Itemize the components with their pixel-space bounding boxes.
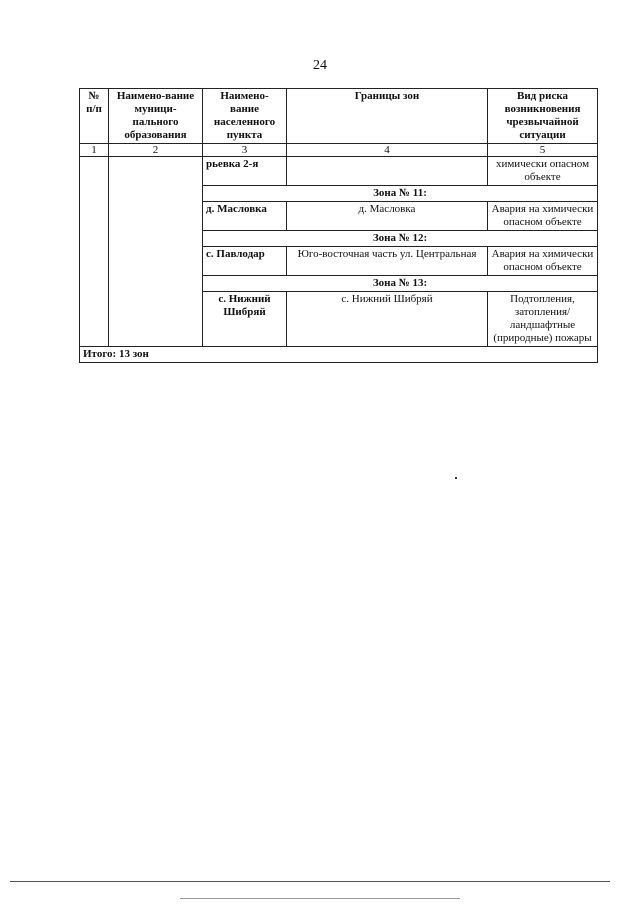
boundary-cell: Юго-восточная часть ул. Центральная xyxy=(287,247,488,276)
column-number: 4 xyxy=(287,144,488,157)
boundary-cell: д. Масловка xyxy=(287,202,488,231)
table-row xyxy=(80,157,598,186)
risk-cell: химически опасном объекте xyxy=(488,157,598,186)
settlement-cell: с. Павлодар xyxy=(203,247,287,276)
settlement-cell: с. Нижний Шибряй xyxy=(203,292,287,347)
footer-divider-faint xyxy=(180,898,460,899)
boundary-cell xyxy=(287,157,488,186)
row-number-cell xyxy=(80,157,109,347)
zones-table xyxy=(79,88,598,363)
column-number: 5 xyxy=(488,144,598,157)
header-number: № п/п xyxy=(80,89,109,144)
header-risk-type: Вид риска возникновения чрезвычайной ситуации xyxy=(488,89,598,144)
zone-label: Зона № 13: xyxy=(203,276,598,292)
risk-cell: Авария на химически опасном объекте xyxy=(488,202,598,231)
total-row xyxy=(80,347,598,363)
risk-cell: Авария на химически опасном объекте xyxy=(488,247,598,276)
zone-label: Зона № 11: xyxy=(203,186,598,202)
boundary-cell: с. Нижний Шибряй xyxy=(287,292,488,347)
column-number: 2 xyxy=(109,144,203,157)
municipality-cell xyxy=(109,157,203,347)
settlement-cell: рьевка 2-я xyxy=(203,157,287,186)
page-number: 24 xyxy=(313,58,327,73)
column-number: 1 xyxy=(80,144,109,157)
header-boundaries: Границы зон xyxy=(287,89,488,144)
scan-speck xyxy=(455,477,457,479)
footer-divider xyxy=(10,881,610,882)
risk-cell: Подтопления, затопления/ ландшафтные (природные) пожары xyxy=(488,292,598,347)
zone-label: Зона № 12: xyxy=(203,231,598,247)
settlement-cell: д. Масловка xyxy=(203,202,287,231)
header-settlement: Наимено-вание населенного пункта xyxy=(203,89,287,144)
table-header-row xyxy=(80,89,598,144)
header-municipality: Наимено-вание муници-пального образования xyxy=(109,89,203,144)
total-cell: Итого: 13 зон xyxy=(80,347,598,363)
column-number-row xyxy=(80,144,598,157)
column-number: 3 xyxy=(203,144,287,157)
